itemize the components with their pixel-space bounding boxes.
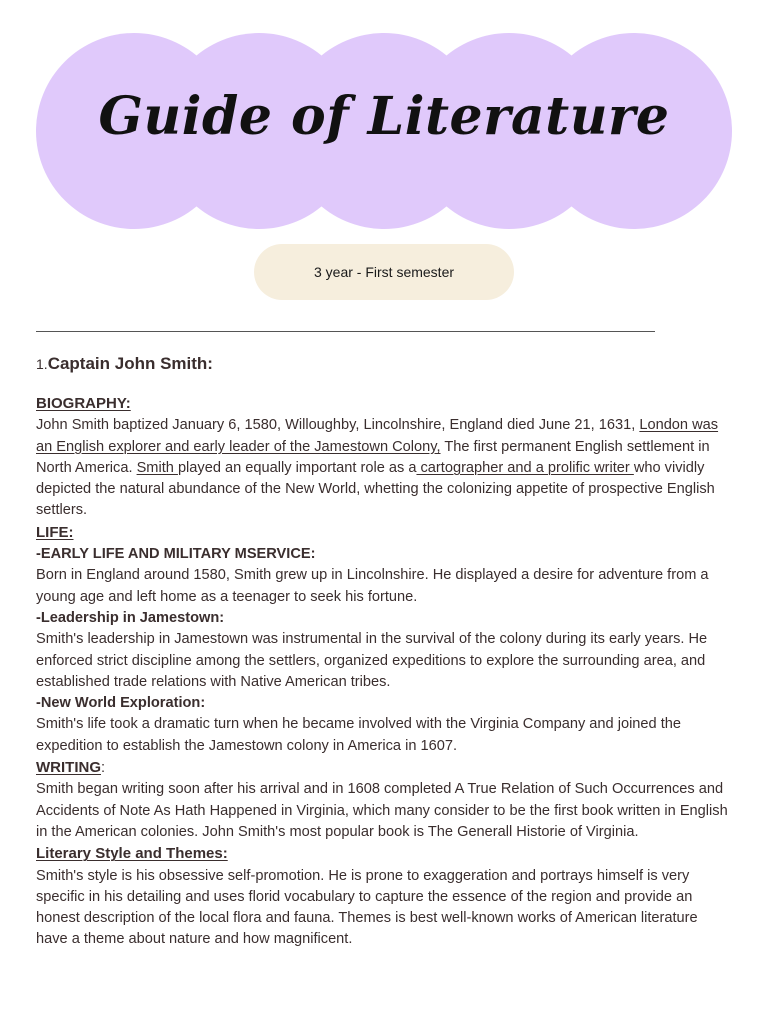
biography-paragraph: John Smith baptized January 6, 1580, Willoughby, Lincolnshire, England died June 21, 1631, London was an English explorer and early leader of the Jamestown Colony, The first permanent English settlement in North America. Smith played an equally important role as a cartographer and a prolific writer who vividly depicted the natural abundance of the New World, whetting the colonizing appetite of prospective English settlers. [36,417,719,519]
life-subheading-early: -EARLY LIFE AND MILITARY MSERVICE: [36,546,316,563]
biography-link-smith[interactable]: Smith [136,459,178,476]
life-subheading-leadership: -Leadership in Jamestown: [36,609,225,626]
writing-heading: WRITING: [36,759,106,777]
biography-heading: BIOGRAPHY: [36,395,131,412]
divider [36,331,655,332]
life-paragraph-early: Born in England around 1580, Smith grew up in Lincolnshire. He displayed a desire for adventure from a young age and left home as a teenager to seek his fortune. [36,567,709,605]
document-body [36,352,733,951]
page-title: Guide of Literature [98,86,670,147]
life-subheading-exploration: -New World Exploration: [36,695,206,712]
section-title-text: Captain John Smith: [47,354,213,373]
section-number: 1. [36,356,48,372]
life-paragraph-leadership: Smith's leadership in Jamestown was instrumental in the survival of the colony during its early years. He enforced strict discipline among the settlers, organized expeditions to explore the surrounding area, and established trade relations with Native American tribes. [36,631,708,690]
semester-badge: 3 year - First semester [254,244,514,300]
section-title [36,352,733,376]
writing-paragraph: Smith began writing soon after his arrival and in 1608 completed A True Relation of Such Occurrences and Accidents of Note As Hath Happened in Virginia, which many consider to be the first book written in English in the American colonies. John Smith's most popular book is The Generall Historie of Virginia. [36,781,728,840]
life-paragraph-exploration: Smith's life took a dramatic turn when he became involved with the Virginia Company and joined the expedition to establish the Jamestown colony in America in 1607. [36,716,681,754]
biography-link-london[interactable]: London was an English explorer and early leader of the Jamestown Colony, [36,417,719,455]
style-paragraph: Smith's style is his obsessive self-promotion. He is prone to exaggeration and portrays himself is very specific in his detailing and uses florid vocabulary to capture the essence of the region and provide an honest description of the local flora and fauna. Themes is best well-known works of American literature have a theme about nature and how magnificent. [36,867,698,948]
biography-link-cartographer[interactable]: cartographer and a prolific writer [416,459,634,476]
style-heading: Literary Style and Themes: [36,845,228,863]
life-heading: LIFE: [36,523,74,541]
